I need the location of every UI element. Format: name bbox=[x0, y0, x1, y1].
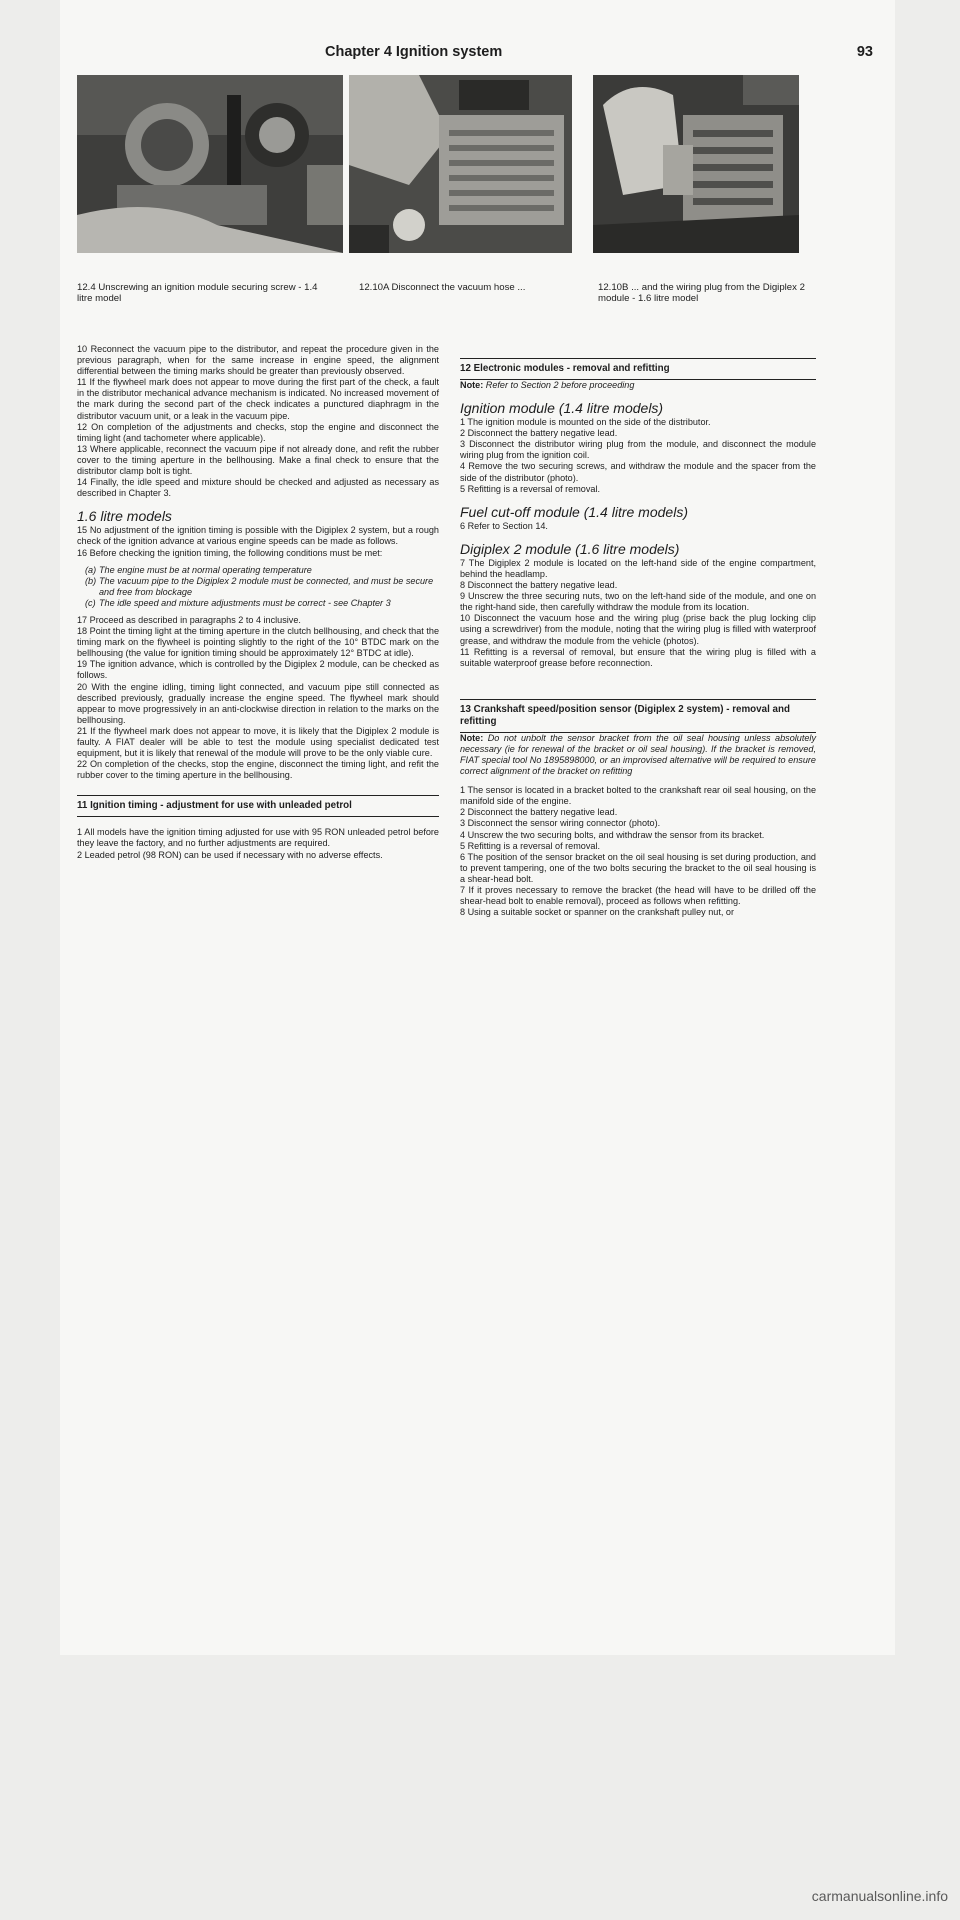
paragraph: 21 If the flywheel mark does not appear to move, it is likely that the Digiplex 2 module is faulty. A FIAT dealer will be able to test the module using specialist dedicated test equipment, but it is likely that renewal of the module will prove to be the only viable cure. bbox=[77, 725, 439, 759]
paragraph: 10 Reconnect the vacuum pipe to the distributor, and repeat the procedure given in the previous paragraph, when for the same increase in engine speed, the alignment differential between the timing marks should be greater than previously observed. bbox=[77, 344, 439, 377]
paragraph: 1 The ignition module is mounted on the side of the distributor. bbox=[460, 417, 711, 428]
paragraph: 12 On completion of the adjustments and checks, stop the engine and disconnect the timing light (and tachometer where applicable). bbox=[77, 421, 439, 443]
paragraph: 10 Disconnect the vacuum hose and the wiring plug (prise back the plug locking clip using a screwdriver) from the module, noting that the wiring plug is filled with waterproof grease, and withdraw the module from the vehicle (photos). bbox=[460, 613, 816, 646]
paragraph: 1 The sensor is located in a bracket bolted to the crankshaft rear oil seal housing, on the manifold side of the engine. bbox=[460, 785, 816, 807]
photo-digiplex-wiring-plug bbox=[593, 75, 799, 253]
paragraph: 3 Disconnect the sensor wiring connector (photo). bbox=[460, 818, 661, 829]
subheading-1-6-litre: 1.6 litre models bbox=[77, 508, 172, 525]
paragraph: 2 Leaded petrol (98 RON) can be used if necessary with no adverse effects. bbox=[77, 849, 383, 860]
subheading-ignition-module: Ignition module (1.4 litre models) bbox=[460, 400, 664, 417]
photo-ignition-module-screw bbox=[77, 75, 343, 253]
paragraph: 5 Refitting is a reversal of removal. bbox=[460, 840, 600, 851]
paragraph: 6 Refer to Section 14. bbox=[460, 520, 548, 531]
subheading-digiplex-module: Digiplex 2 module (1.6 litre models) bbox=[460, 540, 680, 557]
section-13-title: 13 Crankshaft speed/position sensor (Digiplex 2 system) - removal and refitting bbox=[460, 699, 816, 733]
paragraph: 7 The Digiplex 2 module is located on the left-hand side of the engine compartment, behind the headlamp. bbox=[460, 557, 816, 579]
paragraph: 15 No adjustment of the ignition timing is possible with the Digiplex 2 system, but a rough check of the ignition advance at various engine speeds can be made as follows. bbox=[77, 525, 439, 547]
left-column bbox=[77, 344, 439, 861]
note-section-13: Note: Do not unbolt the sensor bracket from the oil seal housing unless absolutely necessary (ie for renewal of the bracket or oil seal housing). If the bracket is removed, FIAT special tool No 1895898000, or an improvised alternative will be required to ensure correct alignment of the bracket on refitting bbox=[460, 732, 816, 777]
paragraph: 2 Disconnect the battery negative lead. bbox=[460, 807, 618, 818]
list-item: (c) The idle speed and mixture adjustments must be correct - see Chapter 3 bbox=[85, 597, 391, 608]
section-12-title: 12 Electronic modules - removal and refitting bbox=[460, 358, 816, 380]
paragraph: 8 Using a suitable socket or spanner on the crankshaft pulley nut, or bbox=[460, 907, 734, 918]
paragraph: 19 The ignition advance, which is controlled by the Digiplex 2 module, can be checked as follows. bbox=[77, 659, 439, 681]
list-item: (b) The vacuum pipe to the Digiplex 2 module must be connected, and must be secure and free from blockage bbox=[85, 575, 434, 597]
section-11-title: 11 Ignition timing - adjustment for use with unleaded petrol bbox=[77, 795, 439, 817]
right-column bbox=[460, 358, 816, 918]
paragraph: 20 With the engine idling, timing light connected, and vacuum pipe still connected as described previously, gradually increase the engine speed. The flywheel mark should appear to move progressively in an anti-clockwise direction in relation to the marks on the bellhousing. bbox=[77, 681, 439, 725]
list-item: (a) The engine must be at normal operating temperature bbox=[85, 564, 312, 575]
page-number: 93 bbox=[856, 44, 873, 60]
paragraph: 11 If the flywheel mark does not appear to move during the first part of the check, a fault in the distributor mechanical advance mechanism is indicated. No increased movement of the mark during the second part of the check indicates a punctured diaphragm in the distributor vacuum unit, or a leak in the vacuum pipe. bbox=[77, 377, 439, 421]
caption-photo-3: 12.10B ... and the wiring plug from the Digiplex 2 module - 1.6 litre model bbox=[598, 282, 805, 304]
paragraph: 13 Where applicable, reconnect the vacuum pipe if not already done, and refit the rubber cover to the timing aperture in the bellhousing. Make a final check to ensure that the distributor clamp bolt is tight. bbox=[77, 443, 439, 477]
condition-list bbox=[77, 565, 439, 609]
paragraph: 2 Disconnect the battery negative lead. bbox=[460, 428, 618, 439]
manual-page bbox=[60, 0, 895, 1655]
paragraph: 9 Unscrew the three securing nuts, two on the left-hand side of the module, and one on the right-hand side, then carefully withdraw the module from its location. bbox=[460, 591, 816, 613]
paragraph: 18 Point the timing light at the timing aperture in the clutch bellhousing, and check that the timing mark on the flywheel is pointing slightly to the right of the 10° BTDC mark on the bellhousing (the value for ignition timing should be approximately 12° BTDC at idle). bbox=[77, 626, 439, 659]
photo-vacuum-hose bbox=[349, 75, 572, 253]
paragraph: 22 On completion of the checks, stop the engine, disconnect the timing light, and refit the rubber cover to the timing aperture in the bellhousing. bbox=[77, 759, 439, 781]
page-header bbox=[60, 44, 895, 66]
paragraph: 1 All models have the ignition timing adjusted for use with 95 RON unleaded petrol before they leave the factory, and no further adjustments are required. bbox=[77, 827, 439, 849]
paragraph: 4 Remove the two securing screws, and withdraw the module and the spacer from the side of the distributor (photo). bbox=[460, 461, 816, 483]
paragraph: 16 Before checking the ignition timing, the following conditions must be met: bbox=[77, 547, 383, 558]
paragraph: 7 If it proves necessary to remove the bracket (the head will have to be drilled off the shear-head bolt to enable removal), proceed as follows when refitting. bbox=[460, 885, 816, 907]
paragraph: 14 Finally, the idle speed and mixture should be checked and adjusted as necessary as described in Chapter 3. bbox=[77, 477, 439, 499]
caption-photo-1: 12.4 Unscrewing an ignition module securing screw - 1.4 litre model bbox=[77, 282, 318, 304]
note-section-12: Note: Refer to Section 2 before proceeding bbox=[460, 380, 635, 390]
caption-photo-2: 12.10A Disconnect the vacuum hose ... bbox=[359, 282, 526, 293]
watermark: carmanualsonline.info bbox=[811, 1888, 948, 1904]
paragraph: 8 Disconnect the battery negative lead. bbox=[460, 580, 618, 591]
paragraph: 3 Disconnect the distributor wiring plug from the module, and disconnect the module wiring plug from the ignition coil. bbox=[460, 439, 816, 461]
paragraph: 4 Unscrew the two securing bolts, and withdraw the sensor from its bracket. bbox=[460, 829, 765, 840]
subheading-fuel-cutoff-module: Fuel cut-off module (1.4 litre models) bbox=[460, 503, 688, 520]
chapter-title: Chapter 4 Ignition system bbox=[325, 44, 503, 60]
paragraph: 6 The position of the sensor bracket on the oil seal housing is set during production, and to prevent tampering, one of the two bolts securing the bracket to the oil seal housing is a shear-head bolt. bbox=[460, 851, 816, 884]
paragraph: 5 Refitting is a reversal of removal. bbox=[460, 483, 600, 494]
paragraph: 11 Refitting is a reversal of removal, but ensure that the wiring plug is filled with a suitable waterproof grease before reconnection. bbox=[460, 646, 816, 668]
paragraph: 17 Proceed as described in paragraphs 2 to 4 inclusive. bbox=[77, 614, 301, 625]
